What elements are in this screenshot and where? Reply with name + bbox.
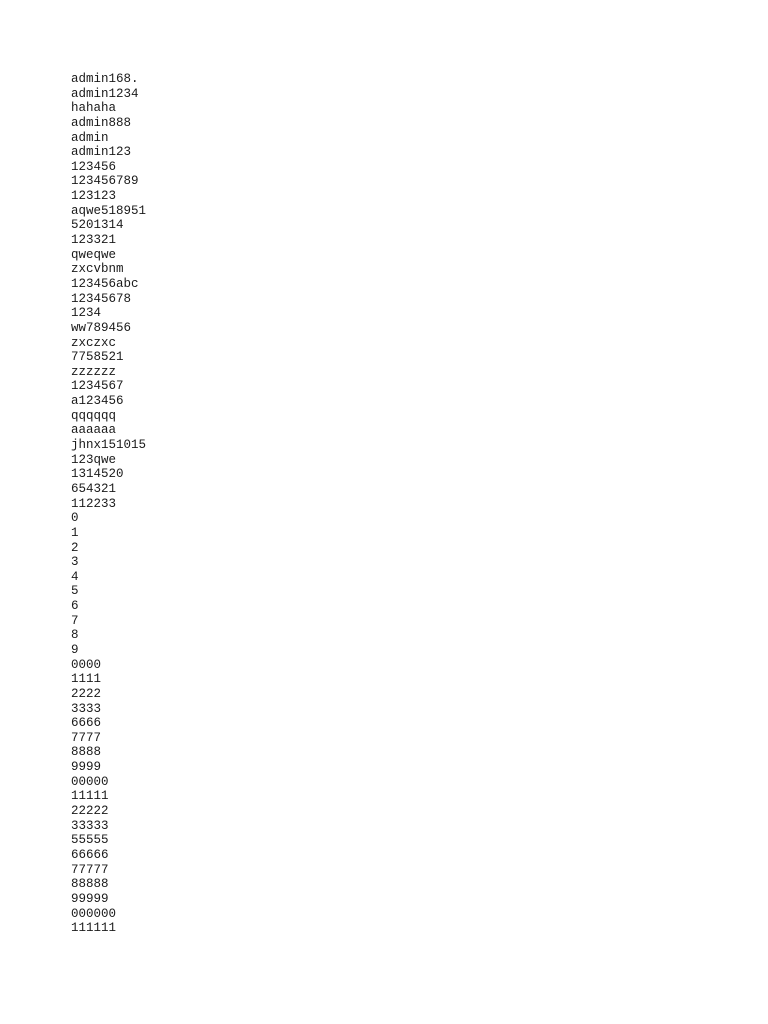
text-line: 2 [71, 540, 79, 555]
text-line: 0000 [71, 657, 102, 672]
text-line: qqqqqq [71, 408, 117, 423]
text-line: zzzzzz [71, 364, 117, 379]
text-line: 5 [71, 584, 79, 599]
text-line: 77777 [71, 862, 109, 877]
text-line: 111111 [71, 921, 117, 936]
text-line: 112233 [71, 496, 117, 511]
text-line: 123321 [71, 233, 117, 248]
text-line: qweqwe [71, 247, 117, 262]
text-line: 1234567 [71, 379, 124, 394]
text-line: 66666 [71, 847, 109, 862]
text-line: 00000 [71, 774, 109, 789]
text-line: jhnx151015 [71, 438, 147, 453]
text-line: a123456 [71, 394, 124, 409]
text-line: 22222 [71, 804, 109, 819]
text-line: 3333 [71, 701, 102, 716]
text-line: hahaha [71, 101, 117, 116]
text-line: aqwe518951 [71, 203, 147, 218]
text-line: 6666 [71, 716, 102, 731]
text-line: zxcvbnm [71, 262, 124, 277]
text-line: 123456abc [71, 276, 139, 291]
text-line: 1234 [71, 306, 102, 321]
text-line: 000000 [71, 906, 117, 921]
text-line: 33333 [71, 818, 109, 833]
text-line: 2222 [71, 686, 102, 701]
text-line: 55555 [71, 833, 109, 848]
text-line: zxczxc [71, 335, 117, 350]
text-line: 99999 [71, 891, 109, 906]
text-line: admin168. [71, 72, 139, 86]
text-line: admin1234 [71, 86, 139, 101]
text-line: 12345678 [71, 291, 132, 306]
text-line: 7758521 [71, 350, 124, 365]
text-line: 6 [71, 599, 79, 614]
text-line: 1314520 [71, 467, 124, 482]
text-line: 1 [71, 525, 79, 540]
text-line: aaaaaa [71, 423, 117, 438]
text-line: 11111 [71, 789, 109, 804]
password-list [71, 72, 146, 936]
text-line: 123456789 [71, 174, 139, 189]
text-line: 88888 [71, 877, 109, 892]
text-line: 5201314 [71, 218, 124, 233]
text-line: 7 [71, 613, 79, 628]
text-line: 123qwe [71, 452, 117, 467]
text-line: 123456 [71, 159, 117, 174]
text-line: 7777 [71, 730, 102, 745]
text-line: admin123 [71, 145, 132, 160]
text-line: 123123 [71, 189, 117, 204]
text-line: 9999 [71, 760, 102, 775]
text-line: admin888 [71, 115, 132, 130]
text-line: 1111 [71, 672, 102, 687]
text-line: admin [71, 130, 109, 145]
text-line: ww789456 [71, 320, 132, 335]
text-line: 8 [71, 628, 79, 643]
text-line: 8888 [71, 745, 102, 760]
text-line: 0 [71, 511, 79, 526]
text-line: 654321 [71, 481, 117, 496]
text-line: 3 [71, 555, 79, 570]
text-line: 9 [71, 642, 79, 657]
text-line: 4 [71, 569, 79, 584]
